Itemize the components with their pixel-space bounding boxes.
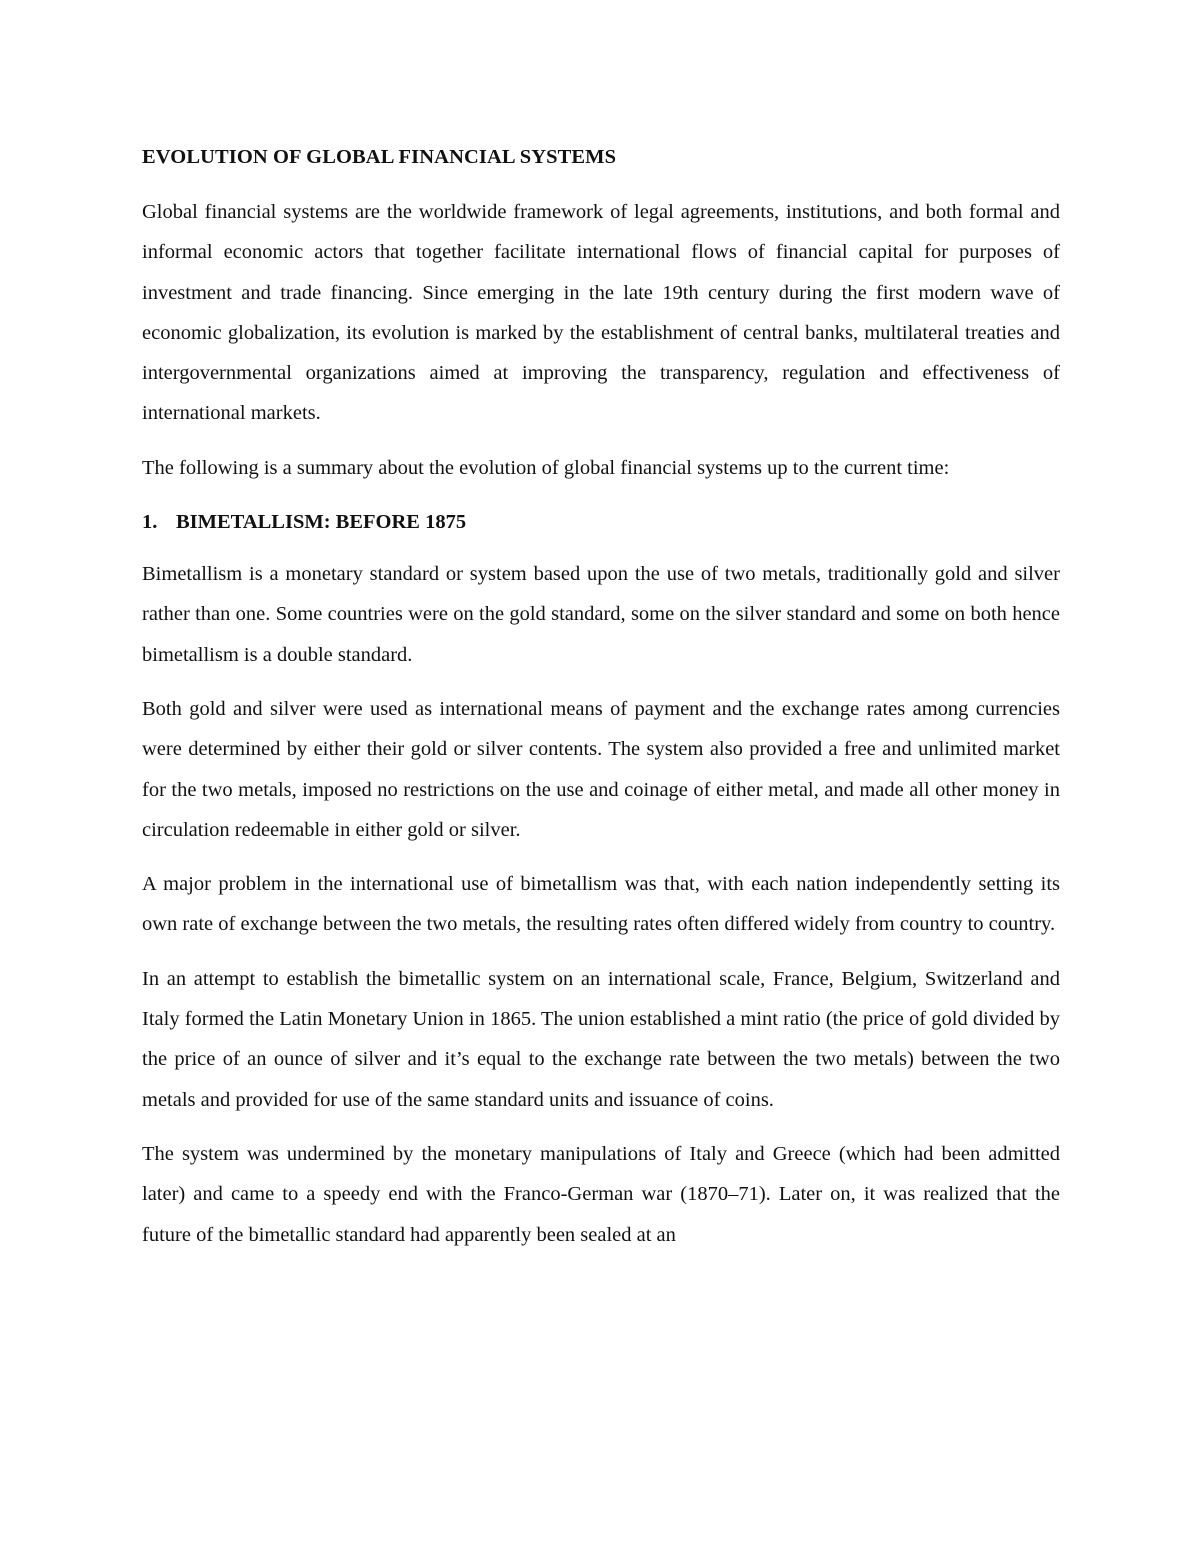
section-paragraph-5: The system was undermined by the monetary manipulations of Italy and Greece (which had been admitted later) and came to a speedy end with the Franco-German war (1870–71). Later on, it was realized that the future of the bimetallic standard had apparently been sealed at an bbox=[142, 1142, 1060, 1246]
section-paragraph-1: Bimetallism is a monetary standard or system based upon the use of two metals, traditionally gold and silver rather than one. Some countries were on the gold standard, some on the silver standard and some on both hence bimetallism is a double standard. bbox=[142, 563, 1060, 666]
section-paragraph-3: A major problem in the international use of bimetallism was that, with each nation independently setting its own rate of exchange between the two metals, the resulting rates often differed widely from country to country. bbox=[142, 873, 1060, 936]
section-paragraph-4: In an attempt to establish the bimetallic system on an international scale, France, Belgium, Switzerland and Italy formed the Latin Monetary Union in 1865. The union established a mint ratio (the price of gold divided by the price of an ounce of silver and it’s equal to the exchange rate between the two metals) between the two metals and provided for use of the same standard units and issuance of coins. bbox=[142, 967, 1060, 1111]
document-page bbox=[142, 140, 1060, 1255]
section-heading-text: BIMETALLISM: BEFORE 1875 bbox=[176, 511, 467, 534]
section-paragraph-2: Both gold and silver were used as international means of payment and the exchange rates among currencies were determined by either their gold or silver contents. The system also provided a free and unlimited market for the two metals, imposed no restrictions on the use and coinage of either metal, and made all other money in circulation redeemable in either gold or silver. bbox=[142, 697, 1060, 841]
intro-paragraph-2: The following is a summary about the evolution of global financial systems up to the current time: bbox=[142, 456, 950, 479]
section-number: 1. bbox=[142, 511, 158, 534]
intro-paragraph-1: Global financial systems are the worldwide framework of legal agreements, institutions, and both formal and informal economic actors that together facilitate international flows of financial capital for purposes of investment and trade financing. Since emerging in the late 19th century during the first modern wave of economic globalization, its evolution is marked by the establishment of central banks, multilateral treaties and intergovernmental organizations aimed at improving the transparency, regulation and effectiveness of international markets. bbox=[142, 201, 1060, 425]
document-title: EVOLUTION OF GLOBAL FINANCIAL SYSTEMS bbox=[142, 146, 617, 168]
section-heading bbox=[142, 502, 1060, 542]
